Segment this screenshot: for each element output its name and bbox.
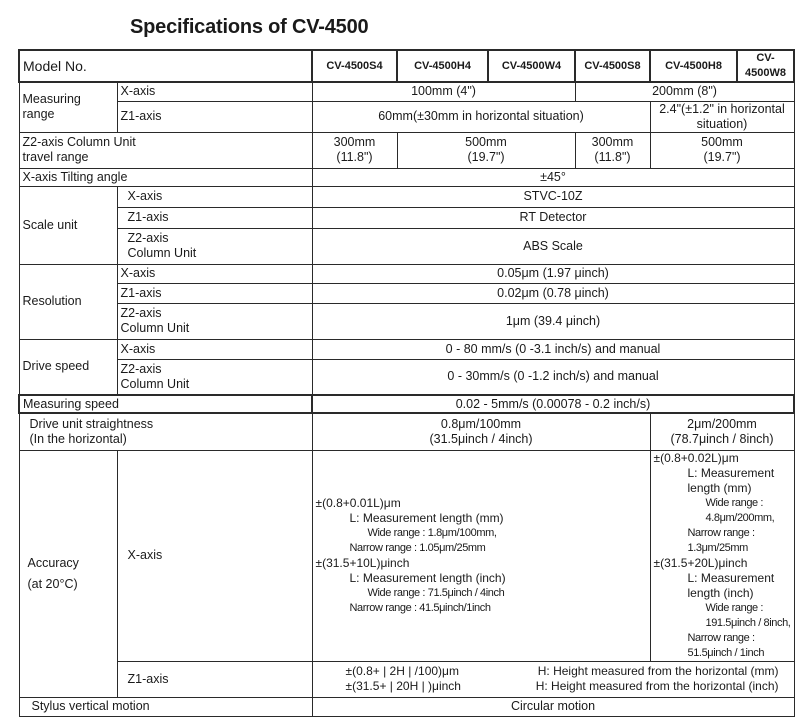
- model-cv4500h8: CV-4500H8: [650, 50, 737, 82]
- accuracy-x-left: [312, 450, 650, 661]
- scale-unit-label: Scale unit: [19, 186, 117, 264]
- z2-travel-value-s4: 300mm (11.8"): [312, 132, 397, 168]
- model-cv4500w4: CV-4500W4: [488, 50, 575, 82]
- resolution-z2-row: [19, 303, 794, 339]
- straightness-row: [19, 413, 794, 450]
- tilting-label: X-axis Tilting angle: [19, 168, 312, 186]
- resolution-x-row: [19, 264, 794, 283]
- drive-speed-z2-value: 0 - 30mm/s (0 -1.2 inch/s) and manual: [312, 359, 794, 395]
- accuracy-x-left-wide-in: Wide range : 71.5μinch / 4inch: [367, 586, 505, 599]
- straightness-label: Drive unit straightness (In the horizontal): [19, 413, 312, 450]
- stylus-label: Stylus vertical motion: [19, 697, 312, 716]
- resolution-z2-value: 1μm (39.4 μinch): [312, 303, 794, 339]
- straightness-value-4: 0.8μm/100mm (31.5μinch / 4inch): [312, 413, 650, 450]
- header-row: [19, 50, 794, 82]
- accuracy-x-left-narrow-mm: Narrow range : 1.05μm/25mm: [349, 541, 486, 554]
- accuracy-x-right-wide-in: Wide range : 191.5μinch / 8inch,: [705, 601, 791, 629]
- model-no-label: Model No.: [19, 50, 312, 82]
- resolution-x-label: X-axis: [117, 264, 312, 283]
- accuracy-x-right-narrow-in: Narrow range : 51.5μinch / 1inch: [687, 631, 765, 659]
- accuracy-x-left-l-mm: L: Measurement length (mm): [349, 510, 504, 525]
- scale-unit-z1-value: RT Detector: [312, 207, 794, 228]
- resolution-z1-row: [19, 283, 794, 303]
- drive-speed-x-row: [19, 339, 794, 359]
- accuracy-x-row: [19, 450, 794, 661]
- tilting-row: [19, 168, 794, 186]
- resolution-z1-label: Z1-axis: [117, 283, 312, 303]
- stylus-row: [19, 697, 794, 716]
- accuracy-x-left-l-in: L: Measurement length (inch): [349, 570, 506, 585]
- accuracy-x-right-l-in: L: Measurement length (inch): [687, 570, 775, 600]
- accuracy-z1-label: Z1-axis: [117, 661, 312, 697]
- model-cv4500w8: CV-4500W8: [737, 50, 794, 82]
- accuracy-x-right-l-mm: L: Measurement length (mm): [687, 465, 775, 495]
- measuring-range-x-label: X-axis: [117, 82, 312, 101]
- measuring-speed-label: Measuring speed: [19, 395, 312, 413]
- accuracy-z1-formula-mm: ±(0.8+ | 2H | /100)μm: [345, 664, 459, 678]
- accuracy-x-right: [650, 450, 794, 661]
- accuracy-label: Accuracy (at 20°C): [19, 450, 117, 697]
- measuring-range-z1-value-mm: 60mm(±30mm in horizontal situation): [312, 101, 650, 132]
- drive-speed-x-label: X-axis: [117, 339, 312, 359]
- page-title: Specifications of CV-4500: [130, 16, 369, 38]
- tilting-value: ±45°: [312, 168, 794, 186]
- accuracy-x-left-wide-mm: Wide range : 1.8μm/100mm,: [367, 526, 497, 539]
- resolution-label: Resolution: [19, 264, 117, 339]
- accuracy-x-label: X-axis: [117, 450, 312, 661]
- accuracy-z1-note-in: H: Height measured from the horizontal (inch): [535, 679, 779, 693]
- resolution-z2-label: Z2-axis Column Unit: [117, 303, 312, 339]
- measuring-range-label: Measuring range: [19, 82, 117, 132]
- z2-travel-label: Z2-axis Column Unit travel range: [19, 132, 312, 168]
- accuracy-x-right-wide-mm: Wide range : 4.8μm/200mm,: [705, 496, 775, 524]
- accuracy-z1-formula-in: ±(31.5+ | 20H | )μinch: [345, 679, 461, 693]
- accuracy-x-right-narrow-mm: Narrow range : 1.3μm/25mm: [687, 526, 755, 554]
- measuring-range-x-value-4: 100mm (4"): [312, 82, 575, 101]
- z2-travel-value-h8w8: 500mm (19.7"): [650, 132, 794, 168]
- measuring-range-x-row: [19, 82, 794, 101]
- model-cv4500h4: CV-4500H4: [397, 50, 488, 82]
- drive-speed-label: Drive speed: [19, 339, 117, 395]
- scale-unit-x-label: X-axis: [117, 186, 312, 207]
- scale-unit-x-value: STVC-10Z: [312, 186, 794, 207]
- accuracy-x-left-formula-in: ±(31.5+10L)μinch: [315, 555, 410, 570]
- drive-speed-z2-row: [19, 359, 794, 395]
- drive-speed-x-value: 0 - 80 mm/s (0 -3.1 inch/s) and manual: [312, 339, 794, 359]
- measuring-speed-value: 0.02 - 5mm/s (0.00078 - 0.2 inch/s): [312, 395, 794, 413]
- accuracy-z1-note-mm: H: Height measured from the horizontal (mm): [537, 664, 779, 678]
- accuracy-x-right-formula-mm: ±(0.8+0.02L)μm: [653, 450, 739, 465]
- z2-travel-value-s8: 300mm (11.8"): [575, 132, 650, 168]
- accuracy-z1-value: [312, 661, 794, 697]
- spec-table: [18, 49, 795, 717]
- straightness-value-8: 2μm/200mm (78.7μinch / 8inch): [650, 413, 794, 450]
- drive-speed-z2-label: Z2-axis Column Unit: [117, 359, 312, 395]
- measuring-speed-row: [19, 395, 794, 413]
- scale-unit-x-row: [19, 186, 794, 207]
- accuracy-x-left-formula-mm: ±(0.8+0.01L)μm: [315, 495, 401, 510]
- resolution-z1-value: 0.02μm (0.78 μinch): [312, 283, 794, 303]
- accuracy-x-left-narrow-in: Narrow range : 41.5μinch/1inch: [349, 601, 491, 614]
- accuracy-z1-row: [19, 661, 794, 697]
- scale-unit-z1-label: Z1-axis: [117, 207, 312, 228]
- model-cv4500s4: CV-4500S4: [312, 50, 397, 82]
- model-cv4500s8: CV-4500S8: [575, 50, 650, 82]
- scale-unit-z2-value: ABS Scale: [312, 228, 794, 264]
- measuring-range-z1-row: [19, 101, 794, 132]
- accuracy-x-right-formula-in: ±(31.5+20L)μinch: [653, 555, 748, 570]
- measuring-range-z1-value-inch: 2.4"(±1.2" in horizontal situation): [650, 101, 794, 132]
- measuring-range-x-value-8: 200mm (8"): [575, 82, 794, 101]
- scale-unit-z1-row: [19, 207, 794, 228]
- stylus-value: Circular motion: [312, 697, 794, 716]
- z2-travel-row: [19, 132, 794, 168]
- z2-travel-value-h4w4: 500mm (19.7"): [397, 132, 575, 168]
- scale-unit-z2-label: Z2-axis Column Unit: [117, 228, 312, 264]
- measuring-range-z1-label: Z1-axis: [117, 101, 312, 132]
- resolution-x-value: 0.05μm (1.97 μinch): [312, 264, 794, 283]
- scale-unit-z2-row: [19, 228, 794, 264]
